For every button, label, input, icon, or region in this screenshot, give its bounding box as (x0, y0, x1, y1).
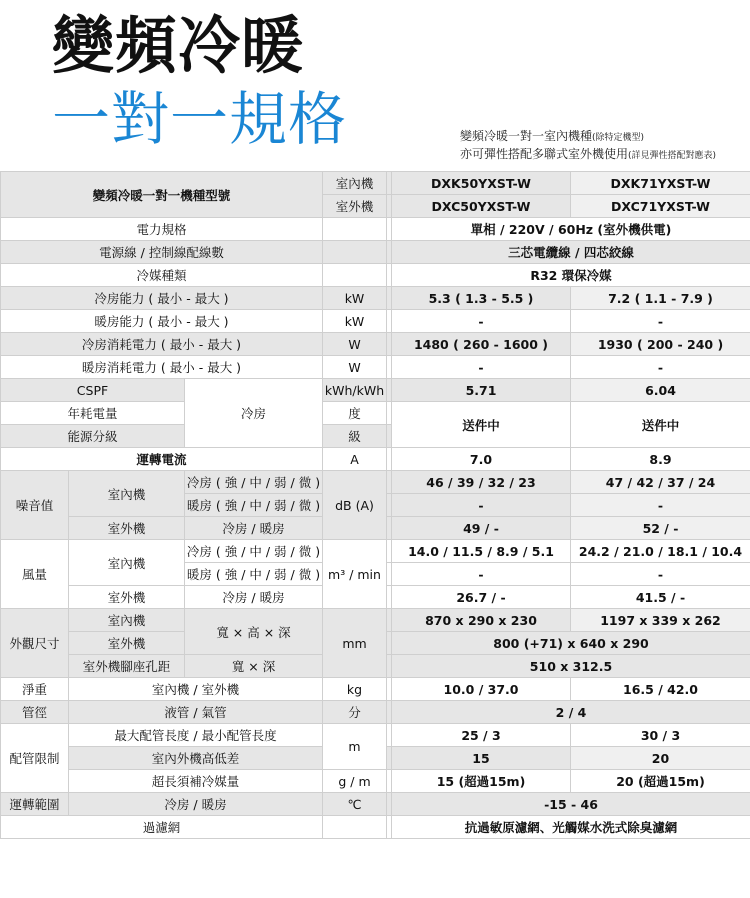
table-row-heating-power (1, 356, 750, 379)
dim-mount-value: 510 x 312.5 (392, 655, 750, 678)
refrigerant-label: 冷媒種類 (1, 264, 323, 287)
cooling-power-v1: 1480 ( 260 - 1600 ) (392, 333, 571, 356)
note-line1 (460, 128, 716, 146)
piping-height-v2: 20 (571, 747, 750, 770)
cooling-power-v2: 1930 ( 200 - 240 ) (571, 333, 750, 356)
airflow-heat-mode: 暖房 ( 強 / 中 / 弱 / 微 ) (185, 563, 323, 586)
cspf-label: CSPF (1, 379, 185, 402)
table-row-current (1, 448, 750, 471)
noise-outdoor-mode: 冷房 / 暖房 (185, 517, 323, 540)
outdoor-label: 室外機 (323, 195, 387, 218)
weight-unit: kg (323, 678, 387, 701)
airflow-outdoor-mode: 冷房 / 暖房 (185, 586, 323, 609)
dimensions-unit: mm (323, 609, 387, 678)
table-row-piping-extra (1, 770, 750, 793)
weight-v2: 16.5 / 42.0 (571, 678, 750, 701)
airflow-cool-mode: 冷房 ( 強 / 中 / 弱 / 微 ) (185, 540, 323, 563)
filter-value: 抗過敏原濾網、光觸媒水洗式除臭濾網 (392, 816, 750, 839)
table-row-dim-indoor (1, 609, 750, 632)
dim-whd: 寬 × 高 × 深 (185, 609, 323, 655)
airflow-indoor-label: 室內機 (69, 540, 185, 586)
noise-indoor-label: 室內機 (69, 471, 185, 517)
cooling-capacity-v1: 5.3 ( 1.3 - 5.5 ) (392, 287, 571, 310)
note-line2-small: (詳見彈性搭配對應表) (628, 151, 717, 161)
airflow-heat-v1: - (392, 563, 571, 586)
title-line1: 變頻冷暖 (52, 9, 305, 82)
heating-capacity-v1: - (392, 310, 571, 333)
weight-label: 淨重 (1, 678, 69, 701)
heating-capacity-label: 暖房能力 ( 最小 - 最大 ) (1, 310, 323, 333)
pipe-label: 管徑 (1, 701, 69, 724)
piping-extra-v2: 20 (超過15m) (571, 770, 750, 793)
noise-cool-v1: 46 / 39 / 32 / 23 (392, 471, 571, 494)
cooling-group-label: 冷房 (185, 379, 323, 448)
table-row-refrigerant (1, 264, 750, 287)
dim-indoor-v1: 870 x 290 x 230 (392, 609, 571, 632)
heating-power-unit: W (323, 356, 387, 379)
piping-height-label: 室內外機高低差 (69, 747, 323, 770)
airflow-outdoor-v2: 41.5 / - (571, 586, 750, 609)
current-unit: A (323, 448, 387, 471)
wiring-label: 電源線 / 控制線配線數 (1, 241, 323, 264)
operating-range-label: 運轉範圍 (1, 793, 69, 816)
table-row-model-indoor (1, 172, 750, 195)
pipe-sub: 液管 / 氣管 (69, 701, 323, 724)
piping-maxmin-v1: 25 / 3 (392, 724, 571, 747)
operating-range-sub: 冷房 / 暖房 (69, 793, 323, 816)
outdoor-model-2: DXC71YXST-W (571, 195, 750, 218)
pending-v2: 送件中 (571, 402, 750, 448)
airflow-outdoor-label: 室外機 (69, 586, 185, 609)
indoor-model-2: DXK71YXST-W (571, 172, 750, 195)
table-row-cooling-capacity (1, 287, 750, 310)
compatibility-note (460, 128, 716, 164)
piping-limits-label: 配管限制 (1, 724, 69, 793)
annual-power-unit: 度 (323, 402, 387, 425)
indoor-model-1: DXK50YXST-W (392, 172, 571, 195)
piping-maxmin-v2: 30 / 3 (571, 724, 750, 747)
title-line2: 一對一規格 (52, 85, 348, 153)
pending-v1: 送件中 (392, 402, 571, 448)
piping-height-v1: 15 (392, 747, 571, 770)
note-line1-main: 變頻冷暖一對一室內機種 (460, 129, 593, 143)
airflow-unit: m³ / min (323, 540, 387, 609)
noise-label: 噪音值 (1, 471, 69, 540)
current-v1: 7.0 (392, 448, 571, 471)
cooling-power-unit: W (323, 333, 387, 356)
table-row-cooling-power (1, 333, 750, 356)
cspf-unit: kWh/kWh (323, 379, 387, 402)
piping-extra-unit: g / m (323, 770, 387, 793)
table-row-weight (1, 678, 750, 701)
airflow-outdoor-v1: 26.7 / - (392, 586, 571, 609)
cooling-capacity-label: 冷房能力 ( 最小 - 最大 ) (1, 287, 323, 310)
noise-unit: dB (A) (323, 471, 387, 540)
current-v2: 8.9 (571, 448, 750, 471)
cooling-power-label: 冷房消耗電力 ( 最小 - 最大 ) (1, 333, 323, 356)
piping-length-unit: m (323, 724, 387, 770)
airflow-cool-v2: 24.2 / 21.0 / 18.1 / 10.4 (571, 540, 750, 563)
noise-heat-v2: - (571, 494, 750, 517)
spec-table (0, 171, 750, 839)
table-row-annual-power (1, 402, 750, 425)
heating-power-v2: - (571, 356, 750, 379)
weight-sub: 室內機 / 室外機 (69, 678, 323, 701)
wiring-value: 三芯電纜線 / 四芯絞線 (392, 241, 750, 264)
dim-indoor-v2: 1197 x 339 x 262 (571, 609, 750, 632)
piping-extra-v1: 15 (超過15m) (392, 770, 571, 793)
note-line1-small: (除特定機型) (592, 133, 645, 143)
table-row-wiring (1, 241, 750, 264)
dim-wd: 寬 × 深 (185, 655, 323, 678)
noise-outdoor-v1: 49 / - (392, 517, 571, 540)
note-line2-main: 亦可彈性搭配多聯式室外機使用 (460, 147, 629, 161)
heating-power-v1: - (392, 356, 571, 379)
model-label: 變頻冷暖一對一機種型號 (1, 172, 323, 218)
filter-label: 過濾網 (1, 816, 323, 839)
table-row-heating-capacity (1, 310, 750, 333)
indoor-label: 室內機 (323, 172, 387, 195)
energy-grade-unit: 級 (323, 425, 387, 448)
current-label: 運轉電流 (1, 448, 323, 471)
note-line2 (460, 146, 716, 164)
operating-range-value: -15 - 46 (392, 793, 750, 816)
power-spec-label: 電力規格 (1, 218, 323, 241)
piping-maxmin-label: 最大配管長度 / 最小配管長度 (69, 724, 323, 747)
weight-v1: 10.0 / 37.0 (392, 678, 571, 701)
table-row-filter (1, 816, 750, 839)
heating-capacity-v2: - (571, 310, 750, 333)
airflow-cool-v1: 14.0 / 11.5 / 8.9 / 5.1 (392, 540, 571, 563)
dim-indoor-label: 室內機 (69, 609, 185, 632)
table-row-operating-range (1, 793, 750, 816)
power-spec-value: 單相 / 220V / 60Hz (室外機供電) (392, 218, 750, 241)
noise-cool-v2: 47 / 42 / 37 / 24 (571, 471, 750, 494)
cspf-v2: 6.04 (571, 379, 750, 402)
dim-mount-label: 室外機腳座孔距 (69, 655, 185, 678)
heating-power-label: 暖房消耗電力 ( 最小 - 最大 ) (1, 356, 323, 379)
noise-cool-mode: 冷房 ( 強 / 中 / 弱 / 微 ) (185, 471, 323, 494)
pipe-value: 2 / 4 (392, 701, 750, 724)
piping-extra-label: 超長須補冷媒量 (69, 770, 323, 793)
table-row-cspf (1, 379, 750, 402)
noise-heat-mode: 暖房 ( 強 / 中 / 弱 / 微 ) (185, 494, 323, 517)
table-row-piping-maxmin (1, 724, 750, 747)
noise-outdoor-v2: 52 / - (571, 517, 750, 540)
noise-outdoor-label: 室外機 (69, 517, 185, 540)
dim-outdoor-label: 室外機 (69, 632, 185, 655)
dim-outdoor-value: 800 (+71) x 640 x 290 (392, 632, 750, 655)
table-row-noise-indoor-cool (1, 471, 750, 494)
refrigerant-value: R32 環保冷媒 (392, 264, 750, 287)
cspf-v1: 5.71 (392, 379, 571, 402)
cooling-capacity-v2: 7.2 ( 1.1 - 7.9 ) (571, 287, 750, 310)
table-row-airflow-indoor-cool (1, 540, 750, 563)
outdoor-model-1: DXC50YXST-W (392, 195, 571, 218)
energy-grade-label: 能源分級 (1, 425, 185, 448)
heating-capacity-unit: kW (323, 310, 387, 333)
airflow-label: 風量 (1, 540, 69, 609)
operating-range-unit: ℃ (323, 793, 387, 816)
table-row-power-spec (1, 218, 750, 241)
pipe-unit: 分 (323, 701, 387, 724)
annual-power-label: 年耗電量 (1, 402, 185, 425)
airflow-heat-v2: - (571, 563, 750, 586)
noise-heat-v1: - (392, 494, 571, 517)
dimensions-label: 外觀尺寸 (1, 609, 69, 678)
table-row-pipe (1, 701, 750, 724)
cooling-capacity-unit: kW (323, 287, 387, 310)
